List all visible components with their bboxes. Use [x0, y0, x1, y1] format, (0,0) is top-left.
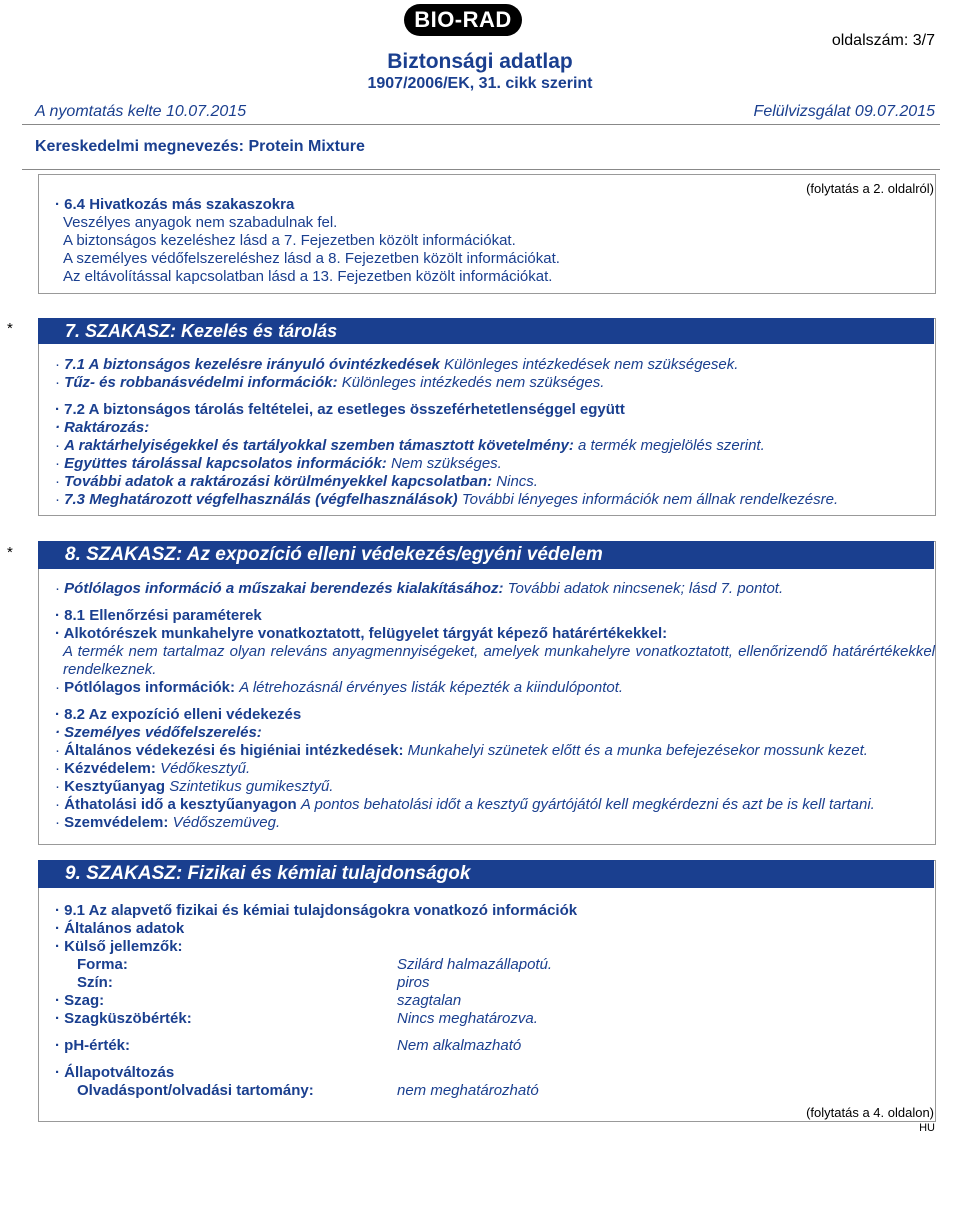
s8-1-heading: · 8.1 Ellenőrzési paraméterek: [55, 607, 262, 624]
s9-odor-value: szagtalan: [397, 992, 462, 1009]
s9-ph-label: · pH-érték:: [55, 1037, 131, 1054]
s64-line: A személyes védőfelszereléshez lásd a 8. Fejezetben közölt információkat.: [63, 250, 560, 267]
s7-requirement-line: · A raktárhelyiségekkel és tartályokkal szemben támasztott követelmény: a termék megjelölés szerint.: [55, 437, 765, 454]
s8-ppe-label: · Személyes védőfelszerelés:: [55, 724, 262, 741]
section-9-title: 9. SZAKASZ: Fizikai és kémiai tulajdonságok: [38, 860, 934, 888]
s8-additional-line: · Pótlólagos információ a műszakai berendezés kialakításához: További adatok nincsenek; lásd 7. pontot.: [55, 580, 784, 597]
s8-hygiene-line: · Általános védekezési és higiéniai intézkedések: Munkahelyi szünetek előtt és a munka befejezésekor mossunk kezet.: [55, 742, 868, 759]
document-title: Biztonsági adatlap: [387, 50, 573, 73]
s8-components-text: A termék nem tartalmaz olyan releváns anyagmennyiségeket, amelyek munkahelyre vonatkoztatott, ellenőrizendő határértékekkel rendelkeznek.: [63, 643, 935, 678]
s9-odor-threshold-value: Nincs meghatározva.: [397, 1010, 538, 1027]
s9-appearance-label: · Külső jellemzők:: [55, 938, 183, 955]
s9-form-value: Szilárd halmazállapotú.: [397, 956, 553, 973]
s9-form-label: Forma:: [77, 956, 128, 973]
revision-star: *: [7, 544, 13, 561]
s8-penetration-line: · Áthatolási idő a kesztyűanyagon A pontos behatolási időt a kesztyű gyártójától kell megkérdezni és azt be is kell tartani.: [55, 796, 875, 813]
language-code: HU: [919, 1122, 935, 1134]
s8-eye-protection-line: · Szemvédelem: Védőszemüveg.: [55, 814, 281, 831]
s7-2-heading: · 7.2 A biztonságos tárolás feltételei, az esetleges összeférhetetlenséggel együtt: [55, 401, 625, 418]
revision-date: Felülvizsgálat 09.07.2015: [753, 103, 935, 120]
revision-star: *: [7, 320, 13, 337]
s9-ph-value: Nem alkalmazható: [397, 1037, 522, 1054]
s8-hand-protection-line: · Kézvédelem: Védőkesztyű.: [55, 760, 251, 777]
s64-line: Az eltávolítással kapcsolatban lásd a 13. Fejezetben közölt információkat.: [63, 268, 553, 285]
s9-1-heading: · 9.1 Az alapvető fizikai és kémiai tulajdonságokra vonatkozó információk: [55, 902, 578, 919]
print-date: A nyomtatás kelte 10.07.2015: [35, 103, 247, 120]
s7-3-line: · 7.3 Meghatározott végfelhasználás (végfelhasználások) További lényeges információk nem állnak rendelkezésre.: [55, 491, 839, 508]
s9-odor-threshold-label: · Szagküszöbérték:: [55, 1010, 192, 1027]
s7-1-line: · 7.1 A biztonságos kezelésre irányuló óvintézkedések Különleges intézkedések nem szükségesek.: [55, 356, 739, 373]
s7-further-line: · További adatok a raktározási körülményekkel kapcsolatban: Nincs.: [55, 473, 538, 490]
s7-fire-line: · Tűz- és robbanásvédelmi információk: Különleges intézkedés nem szükséges.: [55, 374, 605, 391]
s8-2-heading: · 8.2 Az expozíció elleni védekezés: [55, 706, 302, 723]
s9-melting-point-value: nem meghatározható: [397, 1082, 539, 1099]
s8-additional-info-line: · Pótlólagos információk: A létrehozásnál érvényes listák képezték a kiindulópontot.: [55, 679, 624, 696]
trade-name: Kereskedelmi megnevezés: Protein Mixture: [35, 138, 365, 155]
section-8-title: 8. SZAKASZ: Az expozíció elleni védekezés/egyéni védelem: [38, 541, 934, 569]
section-7-title: 7. SZAKASZ: Kezelés és tárolás: [38, 318, 934, 344]
s9-color-value: piros: [397, 974, 430, 991]
s8-components-label: · Alkotórészek munkahelyre vonatkoztatott, felügyelet tárgyát képező határértékekkel:: [55, 625, 668, 642]
bio-rad-logo: BIO-RAD: [404, 4, 522, 36]
continued-from-note: (folytatás a 2. oldalról): [806, 181, 934, 196]
s64-line: A biztonságos kezeléshez lásd a 7. Fejezetben közölt információkat.: [63, 232, 516, 249]
s9-melting-point-label: Olvadáspont/olvadási tartomány:: [77, 1082, 314, 1099]
s9-odor-label: · Szag:: [55, 992, 105, 1009]
s7-storage-label: · Raktározás:: [55, 419, 150, 436]
regulation-subtitle: 1907/2006/EK, 31. cikk szerint: [367, 75, 593, 92]
s64-heading: · 6.4 Hivatkozás más szakaszokra: [55, 196, 295, 213]
s7-joint-storage-line: · Együttes tárolással kapcsolatos információk: Nem szükséges.: [55, 455, 502, 472]
s64-line: Veszélyes anyagok nem szabadulnak fel.: [63, 214, 338, 231]
s8-glove-material-line: · Kesztyűanyag Szintetikus gumikesztyű.: [55, 778, 334, 795]
continued-to-note: (folytatás a 4. oldalon): [806, 1105, 934, 1120]
s9-state-change-label: · Állapotváltozás: [55, 1064, 175, 1081]
s9-general-label: · Általános adatok: [55, 920, 185, 937]
s9-color-label: Szín:: [77, 974, 113, 991]
page-number: oldalszám: 3/7: [831, 32, 935, 49]
